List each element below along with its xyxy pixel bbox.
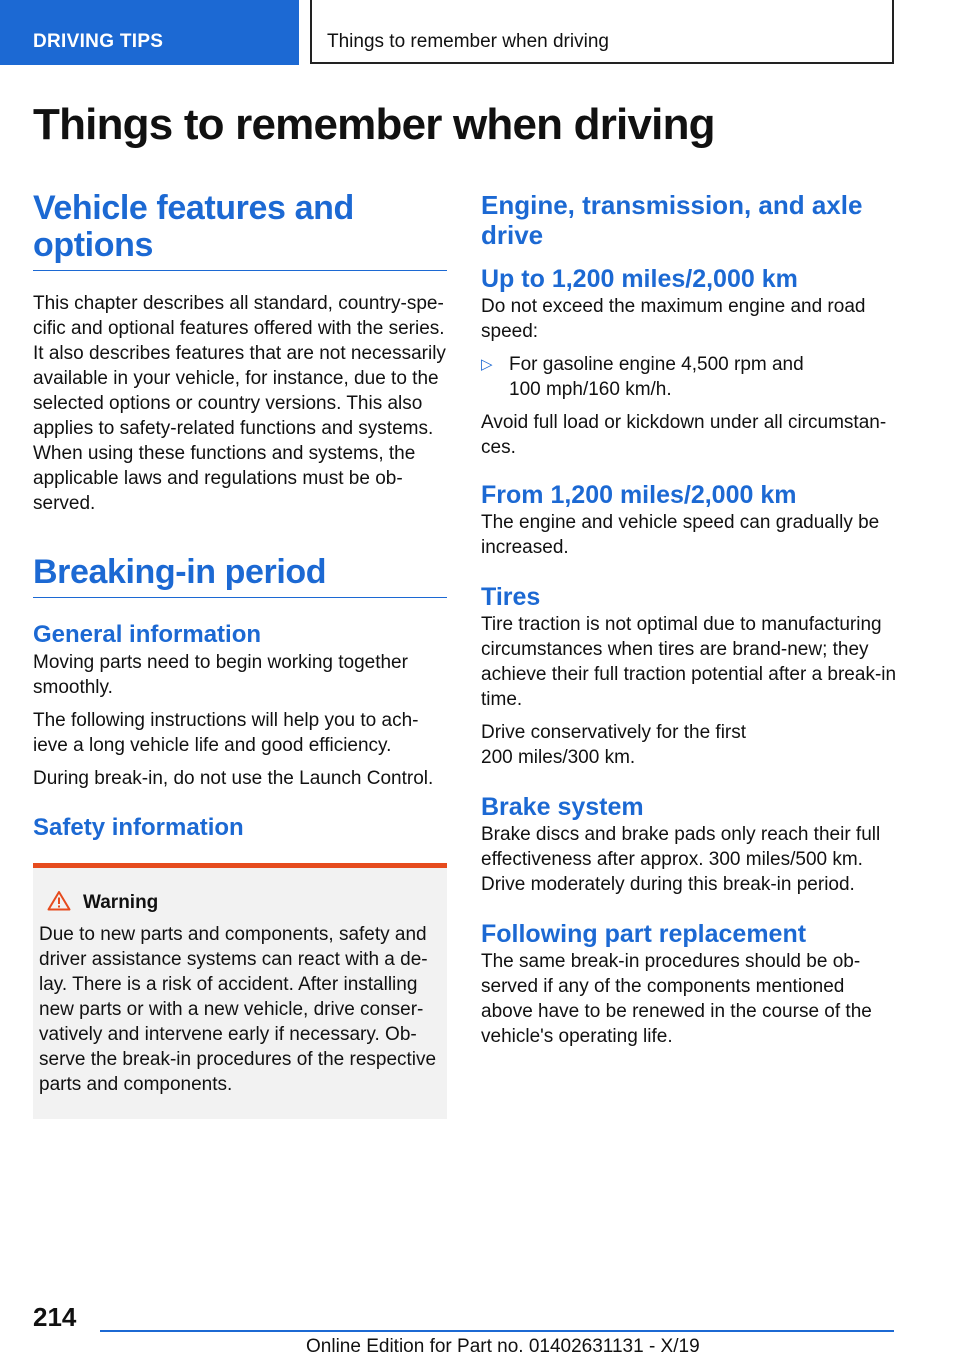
- footer-divider: [100, 1330, 894, 1332]
- page-title: Things to remember when driving: [33, 100, 715, 149]
- up-to-p1: Do not exceed the maximum engine and road speed:: [481, 296, 866, 342]
- replacement-p1: The same break-in procedures should be ob- served if any of the components mentioned above have to be renewed in the course of the vehicle's operating life.: [481, 951, 872, 1047]
- section-tab: [0, 0, 299, 65]
- general-info-p2: The following instructions will help you to ach- ieve a long vehicle life and good efficiency.: [33, 710, 419, 756]
- warning-box: [33, 863, 447, 1119]
- heading-engine: Engine, transmission, and axle drive: [481, 190, 863, 250]
- brake-p1: Brake discs and brake pads only reach their full effectiveness after approx. 300 miles/500 km. Drive moderately during this break-in period.: [481, 824, 881, 895]
- up-to-p2: Avoid full load or kickdown under all circumstan- ces.: [481, 412, 887, 458]
- left-column: [33, 190, 447, 1119]
- heading-from: From 1,200 miles/2,000 km: [481, 481, 797, 509]
- list-item: ▷ For gasoline engine 4,500 rpm and 100 mph/160 km/h.: [481, 354, 804, 400]
- heading-tires: Tires: [481, 583, 541, 611]
- chapter-header: [310, 0, 894, 64]
- heading-general-information: General information: [33, 621, 262, 648]
- warning-text: Due to new parts and components, safety and driver assistance systems can react with a de- lay. There is a risk of accident. After installing new parts or with a new vehicle, drive conser- vatively and intervene early if necessary. Ob- serve the break-in procedures of the respective parts and components.: [39, 924, 437, 1095]
- heading-up-to: Up to 1,200 miles/2,000 km: [481, 265, 798, 293]
- heading-safety-information: Safety information: [33, 814, 244, 841]
- heading-part-replacement: Following part replacement: [481, 920, 807, 948]
- general-info-p1: Moving parts need to begin working together smoothly.: [33, 652, 408, 698]
- footer-edition: Online Edition for Part no. 01402631131 - X/19: [306, 1336, 700, 1357]
- warning-label: Warning: [83, 892, 159, 913]
- vehicle-features-text: This chapter describes all standard, country-spe- cific and optional features offered with the series. It also describes features that are not necessarily available in your vehicle, for instance, due to the selected options or country versions. This also applies to safety-related functions and systems. When using these functions and systems, the applicable laws and regulations must be ob- served.: [33, 293, 446, 514]
- heading-vehicle-features: Vehicle features and options: [33, 190, 447, 271]
- tires-p1: Tire traction is not optimal due to manufacturing circumstances when tires are brand-new; they achieve their full traction potential after a break-in time.: [481, 614, 897, 710]
- tires-p2: Drive conservatively for the first 200 miles/300 km.: [481, 722, 747, 768]
- right-column: [481, 190, 901, 1049]
- heading-brake-system: Brake system: [481, 793, 644, 821]
- warning-triangle-icon: [47, 890, 71, 916]
- general-info-p3: During break-in, do not use the Launch Control.: [33, 768, 434, 789]
- bullet-triangle-icon: ▷: [481, 356, 493, 373]
- heading-breaking-in: Breaking-in period: [33, 554, 447, 598]
- chapter-header-title: Things to remember when driving: [327, 31, 609, 52]
- section-tab-label: DRIVING TIPS: [33, 31, 164, 52]
- from-p1: The engine and vehicle speed can gradually be increased.: [481, 512, 880, 558]
- page-number: 214: [33, 1302, 77, 1332]
